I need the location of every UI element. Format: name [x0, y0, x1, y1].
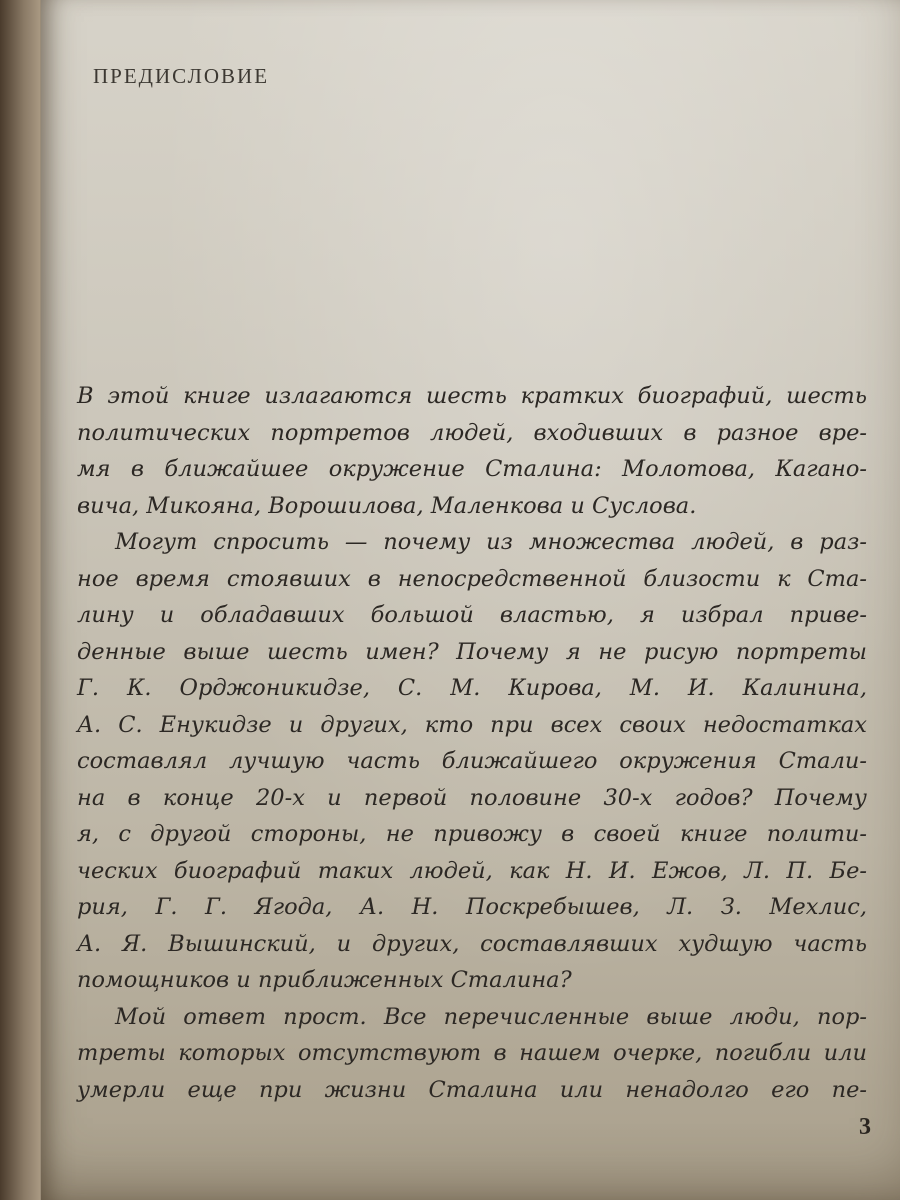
- text-line: составлял лучшую часть ближайшего окружения Стали-: [77, 748, 867, 774]
- text-line: А. Я. Вышинский, и других, составлявших худшую часть: [77, 930, 867, 957]
- text-line: В этой книге излагаются шесть кратких биографий, шесть: [77, 383, 867, 409]
- text-line: политических портретов людей, входивших в разное вре-: [77, 419, 867, 446]
- text-line: умерли еще при жизни Сталина или ненадолго его пе-: [77, 1076, 867, 1103]
- text-line: ное время стоявших в непосредственной близости к Ста-: [77, 565, 867, 592]
- text-line: ческих биографий таких людей, как Н. И. Ежов, Л. П. Бе-: [77, 857, 867, 884]
- text-line: Г. К. Орджоникидзе, С. М. Кирова, М. И. Калинина,: [77, 675, 867, 701]
- text-line: на в конце 20-х и первой половине 30-х годов? Почему: [77, 784, 867, 811]
- text-line: денные выше шесть имен? Почему я не рисую портреты: [77, 638, 867, 665]
- body-text: [77, 378, 867, 1108]
- text-line: Могут спросить — почему из множества людей, в раз-: [115, 529, 867, 555]
- text-line: помощников и приближенных Сталина?: [77, 967, 572, 993]
- text-line: вича, Микояна, Ворошилова, Маленкова и Суслова.: [77, 492, 697, 519]
- text-line: я, с другой стороны, не привожу в своей книге полити-: [77, 821, 867, 847]
- text-line: треты которых отсутствуют в нашем очерке, погибли или: [77, 1040, 867, 1066]
- chapter-heading: ПРЕДИСЛОВИЕ: [93, 64, 270, 88]
- text-line: мя в ближайшее окружение Сталина: Молотова, Кагано-: [77, 456, 867, 482]
- text-line: Мой ответ прост. Все перечисленные выше люди, пор-: [115, 1003, 867, 1030]
- text-line: рия, Г. Г. Ягода, А. Н. Поскребышев, Л. З. Мехлис,: [77, 894, 867, 920]
- book-page: [40, 0, 900, 1200]
- text-line: А. С. Енукидзе и других, кто при всех своих недостатках: [77, 711, 867, 738]
- text-line: лину и обладавших большой властью, я избрал приве-: [77, 602, 867, 628]
- page-number: 3: [859, 1114, 871, 1140]
